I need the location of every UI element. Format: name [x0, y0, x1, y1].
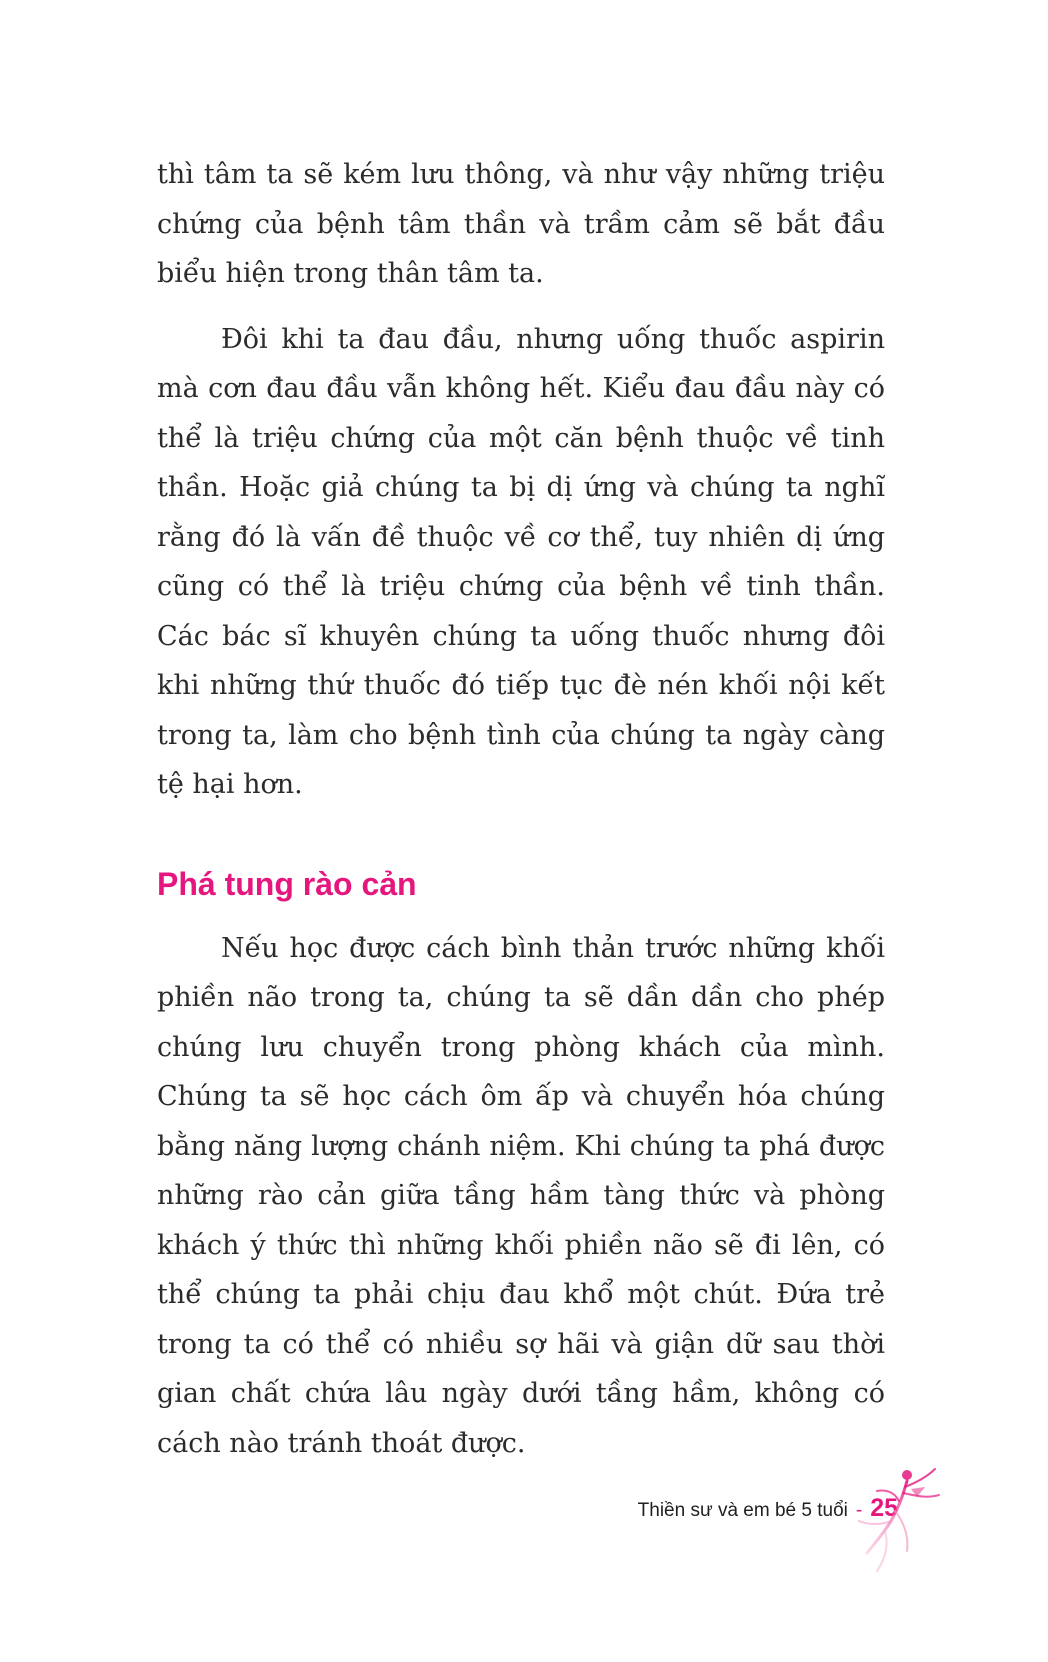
- page-number: 25: [870, 1494, 898, 1522]
- footer-separator: -: [855, 1500, 863, 1521]
- body-paragraph: Đôi khi ta đau đầu, nhưng uống thuốc aspirin mà cơn đau đầu vẫn không hết. Kiểu đau đầu này có thể là triệu chứng của một căn bệnh thuộc về tinh thần. Hoặc giả chúng ta bị dị ứng và chúng ta nghĩ rằng đó là vấn đề thuộc về cơ thể, tuy nhiên dị ứng cũng có thể là triệu chứng của bệnh về tinh thần. Các bác sĩ khuyên chúng ta uống thuốc nhưng đôi khi những thứ thuốc đó tiếp tục đè nén khối nội kết trong ta, làm cho bệnh tình của chúng ta ngày càng tệ hại hơn.: [157, 323, 885, 800]
- page-content: [157, 150, 885, 1468]
- pink-fairy-ornament-icon: [855, 1465, 945, 1575]
- body-paragraph: thì tâm ta sẽ kém lưu thông, và như vậy những triệu chứng của bệnh tâm thần và trầm cảm sẽ bắt đầu biểu hiện trong thân tâm ta.: [157, 159, 885, 289]
- footer-book-title: Thiền sư và em bé 5 tuổi: [637, 1500, 848, 1521]
- body-paragraph: Nếu học được cách bình thản trước những khối phiền não trong ta, chúng ta sẽ dần dần cho phép chúng lưu chuyển trong phòng khách của mình. Chúng ta sẽ học cách ôm ấp và chuyển hóa chúng bằng năng lượng chánh niệm. Khi chúng ta phá được những rào cản giữa tầng hầm tàng thức và phòng khách ý thức thì những khối phiền não sẽ đi lên, có thể chúng ta phải chịu đau khổ một chút. Đứa trẻ trong ta có thể có nhiều sợ hãi và giận dữ sau thời gian chất chứa lâu ngày dưới tầng hầm, không có cách nào tránh thoát được.: [157, 932, 885, 1459]
- section-heading: Phá tung rào cản: [157, 865, 417, 902]
